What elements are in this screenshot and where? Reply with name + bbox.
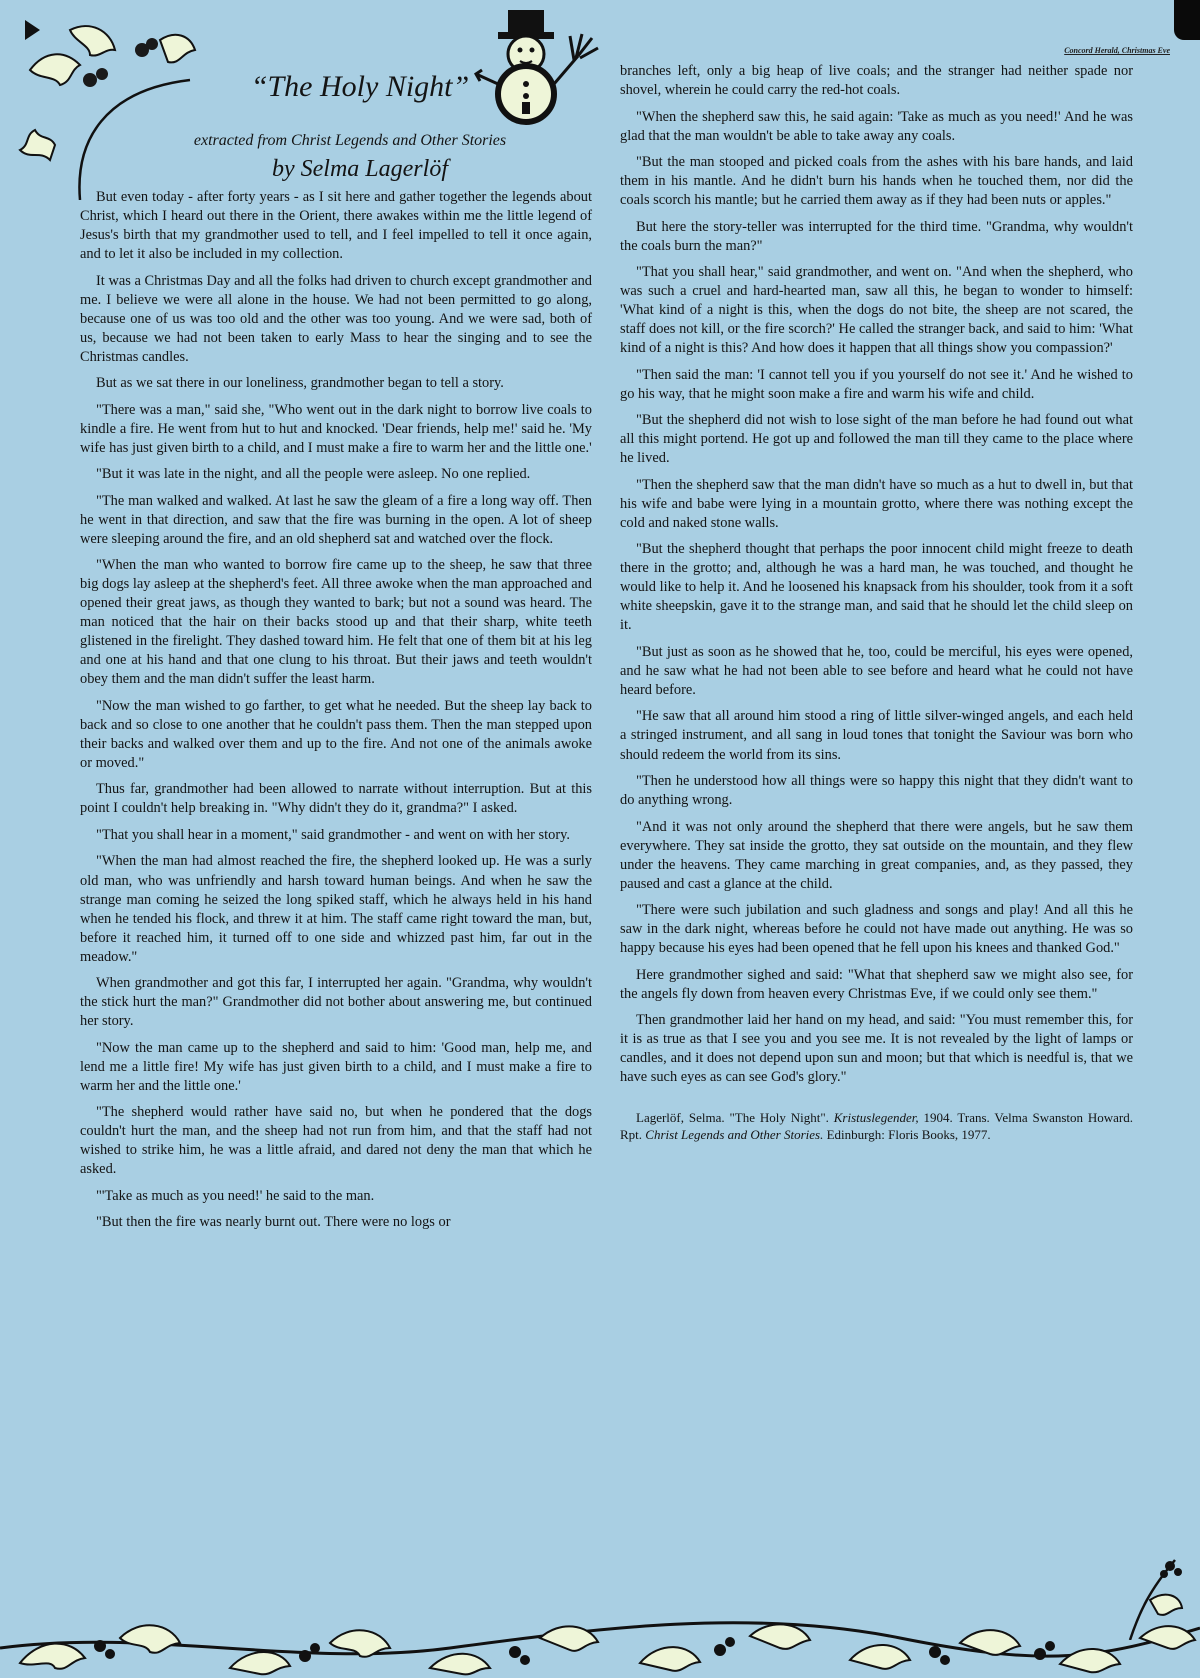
paragraph: "But the man stooped and picked coals from the ashes with his bare hands, and laid them in his mantle. And he didn't burn his hands when he touched them, nor did the coals scorch his mantle; but he carried them away as if they had been nuts or apples." [620,154,1133,209]
paragraph: "He saw that all around him stood a ring of little silver-winged angels, and each held a stringed instrument, and all sang in loud tones that tonight the Saviour was born who should redeem the world from its sins. [620,708,1133,763]
paragraph: Then grandmother laid her hand on my head, and said: "You must remember this, for it is as true as that I see you and you see me. It is not revealed by the light of lamps or candles, and it does not depend upon sun and moon; but that which is needful is, that we have such eyes as can see God's glory." [620,1012,1133,1086]
page-corner-shadow [1174,0,1200,40]
running-header: Concord Herald, Christmas Eve [1064,46,1170,55]
paragraph: Thus far, grandmother had been allowed to narrate without interruption. But at this point I couldn't help breaking in. "Why didn't they do it, grandma?" I asked. [80,781,592,817]
paragraph: "Then said the man: 'I cannot tell you if you yourself do not see it.' And he wished to go his way, that he might soon make a fire and warm his wife and child. [620,366,1133,402]
paragraph: "When the shepherd saw this, he said again: 'Take as much as you need!' And he was glad that the man wouldn't be able to take away any coals. [620,108,1133,144]
citation-lead: Lagerlöf, Selma. "The Holy Night". [636,1110,829,1126]
paragraph: "When the man had almost reached the fire, the shepherd looked up. He was a surly old man, who was unfriendly and harsh toward human beings. And when he saw the strange man coming he seized the long spiked staff, which he always held in his hand when he tended his flock, and threw it at him. The staff came right toward the man, but, before it reached him, it turned off to one side and whizzed past him, far out in the meadow." [80,853,592,965]
paragraph: But as we sat there in our loneliness, grandmother began to tell a story. [96,375,504,392]
article-subtitle: extracted from Christ Legends and Other Stories [193,132,507,149]
article-title: “The Holy Night” [250,70,470,103]
citation [620,1109,1133,1143]
paragraph: "Then the shepherd saw that the man didn't have so much as a hut to dwell in, but that his wife and babe were lying in a mountain grotto, where there was nothing except the cold and naked stone walls. [620,476,1133,531]
paragraph: "There was a man," said she, "Who went out in the dark night to borrow live coals to kindle a fire. He went from hut to hut and knocked. 'Dear friends, help me!' said he. 'My wife has just given birth to a child, and I must make a fire to warm her and the little one.' [80,401,592,456]
title-block [100,70,580,183]
paragraph: "But just as soon as he showed that he, too, could be merciful, his eyes were opened, and he saw what he had not been able to see before and heard what he could not have heard before. [620,643,1133,698]
citation-middle: 1904. Trans. Velma Swanston Howard. Rpt. [620,1110,1134,1143]
paragraph: "There were such jubilation and such gladness and songs and play! And all this he saw in the dark night, whereas before he could not have made out anything. He was so happy because his eyes had been opened that he fell upon his knees and thanked God." [620,902,1133,957]
paragraph: "Now the man came up to the shepherd and said to him: 'Good man, help me, and lend me a little fire! My wife has just given birth to a child, and I must make a fire to warm her and the little one.' [80,1039,592,1094]
paragraph: Here grandmother sighed and said: "What that shepherd saw we might also see, for the angels fly down from heaven every Christmas Eve, if we could only see them." [620,966,1133,1002]
paragraph: But even today - after forty years - as I sit here and gather together the legends about Christ, which I heard out there in the Orient, there awakes within me the little legend of Jesus's birth that my grandmother used to tell, and I feel impelled to tell it once again, and to let it also be included in my collection. [80,189,592,263]
right-column [620,62,1133,1151]
paragraph: It was a Christmas Day and all the folks had driven to church except grandmother and me. I believe we were all alone in the house. We had not been permitted to go along, because one of us was too old and the other was too young. And we were sad, both of us, because we had not been taken to early Mass to hear the singing and to see the Christmas candles. [80,272,592,365]
paragraph: branches left, only a big heap of live coals; and the stranger had neither spade nor shovel, wherein he could carry the red-hot coals. [620,63,1133,99]
paragraph: "Then he understood how all things were so happy this night that they didn't want to do anything wrong. [620,773,1133,809]
citation-book-title: Christ Legends and Other Stories. [645,1127,824,1143]
paragraph: "But the shepherd did not wish to lose sight of the man before he had found out what all this might portend. He got up and followed the man till they came to the place where he lived. [620,412,1133,467]
paragraph: "Now the man wished to go farther, to get what he needed. But the sheep lay back to back and so close to one another that he couldn't pass them. Then the man stepped upon their backs and walked over them and up to the fire. And not one of the animals awoke or moved." [80,697,592,771]
paragraph: "That you shall hear," said grandmother, and went on. "And when the shepherd, who was such a cruel and hard-hearted man, saw all this, he began to wonder to himself: 'What kind of a night is this, when the dogs do not bite, the sheep are not scared, the staff does not kill, or the fire scorch?' He called the stranger back, and said to him: 'What kind of a night is this? And how does it happen that all things show you compassion?' [620,264,1133,357]
paragraph: "But then the fire was nearly burnt out. There were no logs or [96,1214,451,1231]
paragraph: "And it was not only around the shepherd that there were angels, but he saw them everywhere. They sat inside the grotto, they sat outside on the mountain, and they flew under the heavens. They came marching in great companies, and, as they passed, they paused and cast a glance at the child. [620,818,1133,892]
paragraph: When grandmother and got this far, I interrupted her again. "Grandma, why wouldn't the stick hurt the man?" Grandmother did not bother about answering me, but continued her story. [80,975,592,1030]
paragraph: "That you shall hear in a moment," said grandmother - and went on with her story. [96,826,570,843]
paragraph: "But the shepherd thought that perhaps the poor innocent child might freeze to death there in the grotto; and, although he was a hard man, he was touched, and thought he would like to help it. And he loosened his knapsack from his shoulder, took from it a soft white sheepskin, gave it to the strange man, and said that he should let the child sleep on it. [620,541,1133,634]
left-column [80,188,592,1240]
paragraph: "The man walked and walked. At last he saw the gleam of a fire a long way off. Then he went in that direction, and saw that the fire was burning in the open. A lot of sheep were sleeping around the fire, and an old shepherd sat and watched over the flock. [80,492,592,547]
paragraph: But here the story-teller was interrupted for the third time. "Grandma, why wouldn't the coals burn the man?" [620,218,1133,254]
article-author: by Selma Lagerlöf [272,156,448,182]
paragraph: "'Take as much as you need!' he said to the man. [96,1187,375,1204]
citation-original-title: Kristuslegender, [833,1110,919,1126]
paragraph: "The shepherd would rather have said no, but when he pondered that the dogs couldn't hurt the man, and the sheep had not run from him, and that the staff had not wished to strike him, he was a little afraid, and dared not deny the man that which he asked. [80,1104,592,1178]
paragraph: "When the man who wanted to borrow fire came up to the sheep, he saw that three big dogs lay asleep at the shepherd's feet. All three awoke when the man approached and opened their great jaws, as though they wanted to bark; but not a sound was heard. The man noticed that the hair on their backs stood up and that their sharp, white teeth glistened in the firelight. They dashed toward him. He felt that one of them bit at his leg and one at his hand and that one clung to his throat. But their jaws and teeth wouldn't obey them and the man didn't suffer the least harm. [80,557,592,688]
holly-garland-border [0,1568,1200,1678]
citation-publisher: Edinburgh: Floris Books, 1977. [826,1127,991,1143]
paragraph: "But it was late in the night, and all the people were asleep. No one replied. [96,466,531,483]
